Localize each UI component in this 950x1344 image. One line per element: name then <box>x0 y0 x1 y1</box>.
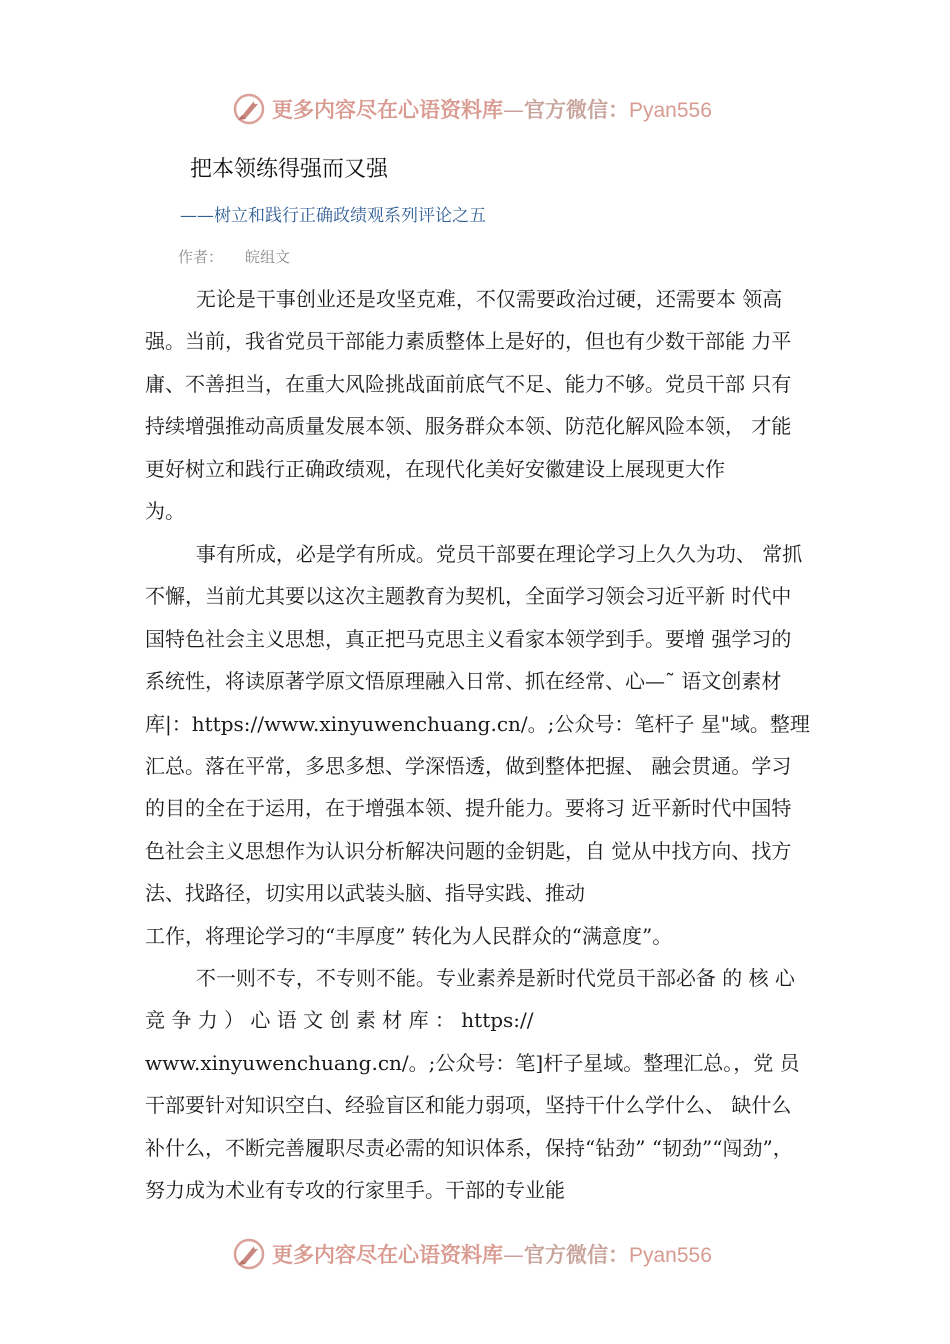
paragraph-line: 力平庸、不善担当，在重大风险挑战面前底气不足、能力不够。党员干部 <box>145 329 792 396</box>
pen-logo-icon <box>232 1237 266 1271</box>
byline-label: 作者： <box>178 248 224 266</box>
paragraph-1 <box>145 278 810 532</box>
paragraph-line: 缺什么补什么，不断完善履职尽责必需的知识体系，保持“钻劲” <box>145 1093 792 1160</box>
article-byline <box>178 246 290 267</box>
paragraph-line: 为。 <box>145 499 185 524</box>
paragraph-line: 不一则不专，不专则不能。专业素养是新时代党员干部必备 <box>145 966 716 990</box>
paragraph-line: “韧劲”“闯劲”，努力成为术业有专攻的行家里手。干部的专业能 <box>145 1135 793 1203</box>
paragraph-2 <box>145 533 810 957</box>
pen-logo-icon <box>232 92 266 126</box>
paragraph-line: 的 核 心 竞 争 力 ） 心 语 文 创 素 材 库 ： https:// <box>145 966 795 1033</box>
paragraph-line: 事有所成，必是学有所成。党员干部要在理论学习上久久为功、 <box>145 542 756 566</box>
paragraph-line: 工作，将理论学习的“丰厚度” 转化为人民群众的“满意度”。 <box>145 923 673 948</box>
paragraph-line: 员干部要针对知识空白、经验盲区和能力弱项，坚持干什么学什么、 <box>145 1050 800 1118</box>
header-watermark-banner <box>232 89 712 129</box>
banner-text: 更多内容尽在心语资料库—官方微信：Pyan556 <box>272 98 712 122</box>
paragraph-line: 星"域。整理汇总。落在平常，多思多想、学深悟透，做到整体把握、 <box>145 711 810 779</box>
article-title: 把本领练得强而又强 <box>190 157 389 182</box>
paragraph-line: 时代中国特色社会主义思想，真正把马克思主义看家本领学到手。要增 <box>145 584 792 651</box>
paragraph-line: 强学习的系统性，将读原著学原文悟原理融入日常、抓在经常、心—˜ <box>145 626 792 694</box>
paragraph-line: www.xinyuwenchuang.cn/。;公众号：笔]杆子星域。整理汇总。，党 <box>145 1050 774 1075</box>
footer-watermark-banner <box>232 1234 712 1274</box>
paragraph-line: 才能更好树立和践行正确政绩观，在现代化美好安徽建设上展现更大作 <box>145 414 792 481</box>
banner-text: 更多内容尽在心语资料库—官方微信：Pyan556 <box>272 1243 712 1267</box>
paragraph-line: 融会贯通。学习的目的全在于运用，在于增强本领、提升能力。要将习 <box>145 754 792 821</box>
paragraph-line: 近平新时代中国特色社会主义思想作为认识分析解决问题的金钥匙，自 <box>145 796 792 863</box>
paragraph-line: 无论是干事创业还是攻坚克难，不仅需要政治过硬，还需要本 <box>145 287 736 311</box>
paragraph-line: 语文创素材库|：https://www.xinyuwenchuang.cn/。;公众号：笔杆子 <box>145 669 782 736</box>
paragraph-line: 觉从中找方向、找方法、找路径，切实用以武装头脑、指导实践、推动 <box>145 838 792 906</box>
paragraph-line: 只有持续增强推动高质量发展本领、服务群众本领、防范化解风险本领， <box>145 371 792 439</box>
paragraph-3 <box>145 957 810 1211</box>
article-subtitle: ——树立和践行正确政绩观系列评论之五 <box>180 206 486 226</box>
paragraph-line: 领高强。当前，我省党员干部能力素质整体上是好的，但也有少数干部能 <box>145 287 783 354</box>
paragraph-line: 常抓不懈，当前尤其要以这次主题教育为契机，全面学习领会习近平新 <box>145 542 803 609</box>
byline-name: 皖组文 <box>245 248 291 266</box>
